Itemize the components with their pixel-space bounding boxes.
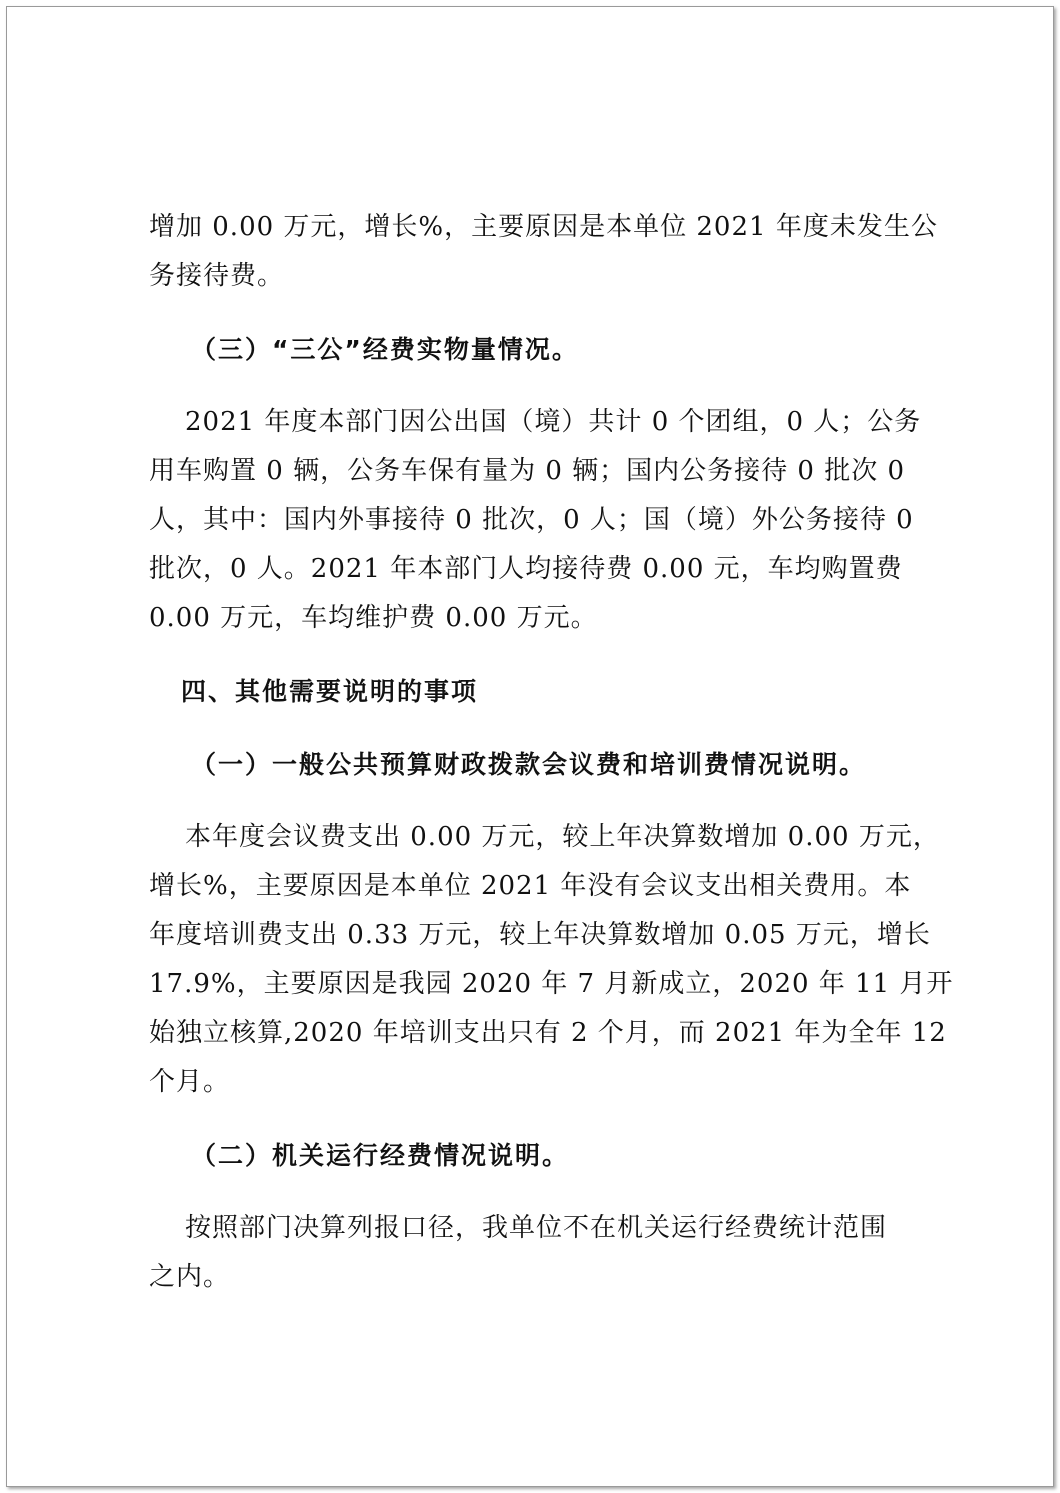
- text-line: 0.00 万元，车均维护费 0.00 万元。: [149, 603, 598, 633]
- page: [6, 6, 1054, 1487]
- section-heading-operating-cost: （二）机关运行经费情况说明。: [191, 1141, 570, 1170]
- text-line: 增加 0.00 万元，增长%，主要原因是本单位 2021 年度未发生公: [149, 212, 938, 242]
- paragraph-operating-cost: [149, 1204, 939, 1302]
- paragraph-hospitality-cost: [149, 203, 939, 301]
- paragraph-three-public-quantity: [149, 398, 939, 643]
- paragraph-meeting-training: [149, 813, 954, 1107]
- text-line: 用车购置 0 辆，公务车保有量为 0 辆；国内公务接待 0 批次 0: [149, 456, 906, 486]
- chapter-heading-other-matters: 四、其他需要说明的事项: [181, 677, 479, 706]
- document-body: [149, 203, 954, 1302]
- section-heading-three-public-quantity: （三）“三公”经费实物量情况。: [191, 335, 579, 364]
- text-line: 2021 年度本部门因公出国（境）共计 0 个团组，0 人；公务: [185, 407, 922, 437]
- text-line: 务接待费。: [149, 261, 285, 291]
- text-line: 按照部门决算列报口径，我单位不在机关运行经费统计范围: [185, 1213, 888, 1243]
- text-line: 人，其中：国内外事接待 0 批次，0 人；国（境）外公务接待 0: [149, 505, 914, 535]
- text-line: 批次，0 人。2021 年本部门人均接待费 0.00 元，车均购置费: [149, 554, 903, 584]
- text-line: 17.9%，主要原因是我园 2020 年 7 月新成立，2020 年 11 月开: [149, 969, 954, 999]
- text-line: 之内。: [149, 1262, 231, 1292]
- text-line: 年度培训费支出 0.33 万元，较上年决算数增加 0.05 万元，增长: [149, 920, 931, 950]
- text-line: 始独立核算,2020 年培训支出只有 2 个月，而 2021 年为全年 12: [149, 1018, 947, 1048]
- section-heading-meeting-training: （一）一般公共预算财政拨款会议费和培训费情况说明。: [191, 750, 867, 779]
- text-line: 本年度会议费支出 0.00 万元，较上年决算数增加 0.00 万元，: [185, 822, 940, 852]
- text-line: 增长%，主要原因是本单位 2021 年没有会议支出相关费用。本: [149, 871, 912, 901]
- text-line: 个月。: [149, 1067, 231, 1097]
